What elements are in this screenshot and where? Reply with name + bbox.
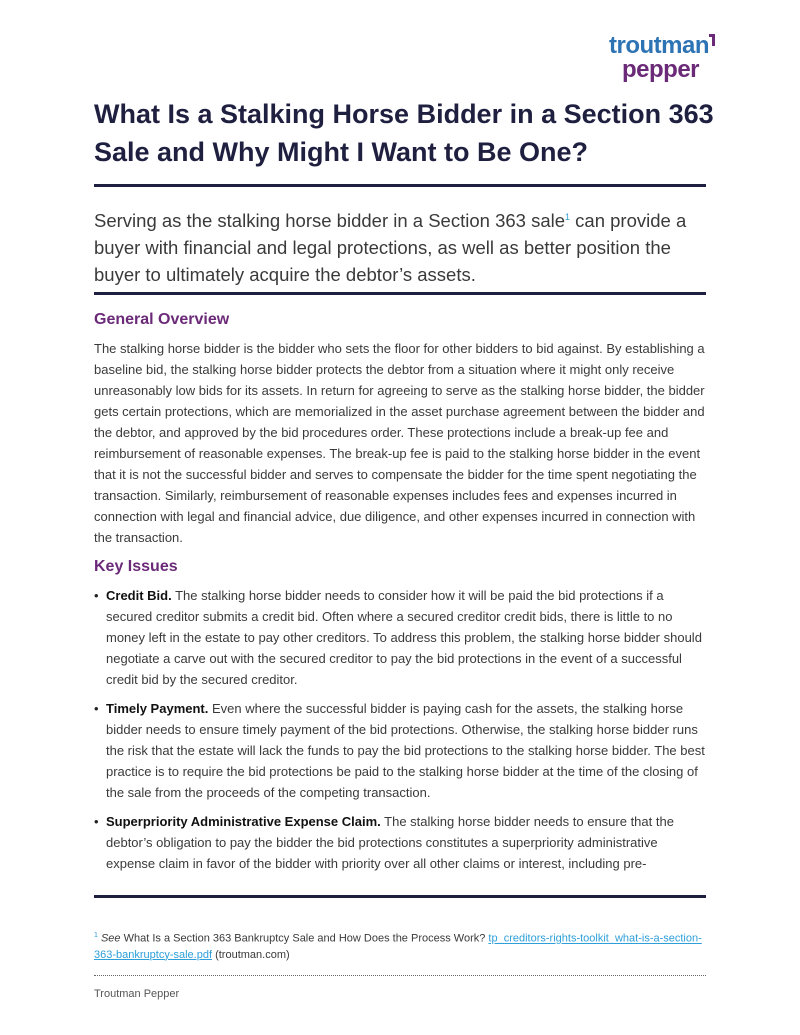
logo-mark-icon [709, 34, 715, 46]
issues-heading: Key Issues [94, 558, 178, 575]
footnote-link[interactable]: tp_creditors-rights-toolkit_what-is-a-section-363-bankruptcy-sale.pdf [94, 932, 702, 961]
footnote-see: See [100, 932, 121, 945]
footnote-suffix: (troutman.com) [212, 948, 290, 961]
lead-text-before: Serving as the stalking horse bidder in a Section 363 sale [94, 210, 566, 232]
bullet-icon: • [94, 588, 99, 603]
list-item [94, 585, 706, 690]
footnote-text: What Is a Section 363 Bankruptcy Sale and How Does the Process Work? [120, 932, 489, 945]
footnote-divider [94, 895, 706, 898]
footnote-number: 1 [94, 932, 98, 939]
logo-line-2: pepper [621, 56, 699, 83]
issue-term: Credit Bid. [106, 588, 172, 603]
title-divider [94, 184, 706, 187]
list-item [94, 811, 706, 874]
issue-text: The stalking horse bidder needs to ensure that the debtor’s obligation to pay the bidder the bid protections constitutes a superpriority administrative expense claim in favor of the bidder with priority over all other claims or interest, including pre- [106, 814, 674, 871]
overview-paragraph: The stalking horse bidder is the bidder who sets the floor for other bidders to bid against. By establishing a baseline bid, the stalking horse bidder protects the debtor from a situation where it might only receive unreasonably low bids for its assets. In return for agreeing to serve as the stalking horse bidder, the bidder gets certain protections, which are memorialized in the asset purchase agreement between the bidder and the debtor, and approved by the bid procedures order. These protections include a break-up fee and reimbursement of reasonable expenses. The break-up fee is paid to the stalking horse bidder in the event that it is not the successful bidder and serves to compensate the bidder for the time spent negotiating the transaction. Similarly, reimbursement of reasonable expenses includes fees and expenses incurred in connection with legal and financial advice, due diligence, and other expenses incurred in connection with the transaction. [94, 341, 705, 545]
lead-divider [94, 292, 706, 295]
footer-text: Troutman Pepper [94, 988, 180, 1000]
footnote [94, 928, 706, 963]
issue-term: Timely Payment. [106, 701, 209, 716]
logo-line-1: troutman [609, 32, 709, 59]
bullet-icon: • [94, 814, 99, 829]
footnote-ref[interactable]: 1 [565, 212, 571, 222]
issue-text: Even where the successful bidder is paying cash for the assets, the stalking horse bidder needs to ensure timely payment of the bid protections. Otherwise, the stalking horse bidder runs the risk that the estate will lack the funds to pay the bid protections to the stalking horse bidder. The best practice is to require the bid protections be paid to the stalking horse bidder at the time of the closing of the sale from the proceeds of the competing transaction. [106, 701, 705, 800]
list-item [94, 698, 706, 803]
lead-paragraph [94, 204, 706, 288]
issue-text: The stalking horse bidder needs to consider how it will be paid the bid protections if a secured creditor submits a credit bid. Often where a secured creditor credit bids, there is little to no money left in the estate to pay other creditors. To address this problem, the stalking horse bidder should negotiate a carve out with the secured creditor to pay the bid protections in the event of a successful credit bid by the secured creditor. [106, 588, 702, 687]
issues-list [94, 585, 706, 882]
issue-term: Superpriority Administrative Expense Claim. [106, 814, 381, 829]
footer-divider [94, 975, 706, 976]
overview-heading: General Overview [94, 311, 230, 328]
lead-text-after: can provide a buyer with financial and legal protections, as well as better position the buyer to ultimately acquire the debtor’s assets. [94, 210, 687, 286]
page-title: What Is a Stalking Horse Bidder in a Section 363 Sale and Why Might I Want to Be One? [94, 99, 714, 167]
bullet-icon: • [94, 701, 99, 716]
troutman-pepper-logo [585, 30, 715, 82]
